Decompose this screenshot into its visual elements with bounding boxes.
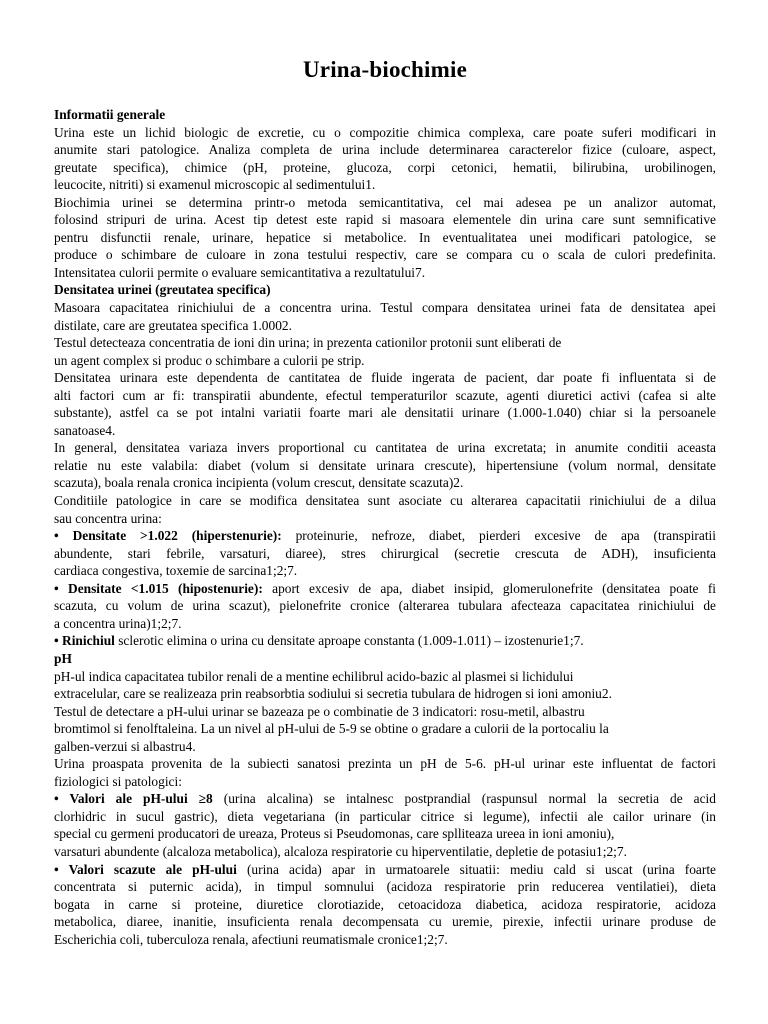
text-line xyxy=(54,896,716,914)
line-text: concentrata si puternic acida), in timpul somnului (acidoza respiratorie prin reducerea ventilatiei), dieta xyxy=(54,879,716,895)
text-line xyxy=(54,124,716,142)
text-line xyxy=(54,790,716,808)
text-line xyxy=(54,457,716,475)
text-line xyxy=(54,246,716,264)
line-text: Informatii generale xyxy=(54,107,166,122)
line-text: sclerotic elimina o urina cu densitate aproape constanta (1.009-1.011) – izostenurie1;7. xyxy=(114,633,584,649)
line-text: bromtimol si fenolftaleina. La un nivel al pH-ului de 5-9 se obtine o gradare a culorii de la portocaliu la xyxy=(54,721,609,737)
line-text: anumite stari patologice. Analiza completa de urina include determinarea caracterelor fizice (culoare, aspect, xyxy=(54,142,716,158)
text-line xyxy=(54,317,716,335)
text-line xyxy=(54,738,716,756)
line-text: fiziologici si patologici: xyxy=(54,773,182,789)
text-line xyxy=(54,299,716,317)
text-line xyxy=(54,211,716,229)
text-line xyxy=(54,878,716,896)
text-line xyxy=(54,141,716,159)
line-text: folosind stripuri de urina. Acest tip detest este rapid si masoara elementele din urina care sunt semnificative xyxy=(54,212,716,228)
line-text: special cu germeni producatori de ureaza, Proteus si Pseudomonas, care splliteaza ureea in ioni amoniu), xyxy=(54,826,615,842)
line-text: greutate specifica), chimice (pH, proteine, glucoza, corpi cetonici, hematii, bilirubina, urobilinogen, xyxy=(54,159,716,175)
text-line xyxy=(54,632,716,650)
text-line xyxy=(54,176,716,194)
line-text: distilate, care are greutatea specifica 1.0002. xyxy=(54,317,292,333)
text-line xyxy=(54,229,716,247)
text-line xyxy=(54,913,716,931)
section-heading xyxy=(54,281,716,299)
line-text: pentru disfunctii renale, urinare, hepatice si metabolice. In eventualitatea unei modificari patologice, se xyxy=(54,229,716,245)
line-text: clorhidric in sucul gastric), dieta vegetariana (in particular citrice si legume), infectii ale cailor urinare (in xyxy=(54,808,716,824)
text-line xyxy=(54,808,716,826)
text-line xyxy=(54,422,716,440)
text-line xyxy=(54,159,716,177)
line-text: un agent complex si produc o schimbare a culorii pe strip. xyxy=(54,352,365,368)
text-line xyxy=(54,194,716,212)
line-text: a concentra urina)1;2;7. xyxy=(54,615,182,631)
text-line xyxy=(54,843,716,861)
text-line xyxy=(54,931,716,949)
line-text: In general, densitatea variaza invers proportional cu cantitatea de urina excretata; in anumite conditii aceasta xyxy=(54,440,716,456)
line-text: Biochimia urinei se determina printr-o metoda semicantitativa, cel mai adesea pe un analizor automat, xyxy=(54,194,716,210)
text-line xyxy=(54,615,716,633)
line-text: Densitatea urinara este dependenta de cantitatea de fluide ingerata de pacient, dar poate fi influentata si de xyxy=(54,370,716,386)
line-text: leucocite, nitriti) si examenul microscopic al sedimentului1. xyxy=(54,177,376,193)
text-line xyxy=(54,264,716,282)
section-heading xyxy=(54,106,716,124)
text-line xyxy=(54,352,716,370)
text-line xyxy=(54,825,716,843)
text-line xyxy=(54,439,716,457)
line-text: Urina este un lichid biologic de excretie, cu o compozitie chimica complexa, care poate suferi modificari in xyxy=(54,124,716,140)
text-line xyxy=(54,668,716,686)
bold-lead: • Densitate >1.022 (hiperstenurie): xyxy=(54,528,282,544)
text-line xyxy=(54,597,716,615)
text-line xyxy=(54,580,716,598)
line-text: relatie nu este valabila: diabet (volum si densitate urinara crescute), hipertensiune (volum normal, densitate xyxy=(54,457,716,473)
line-text: proteinurie, nefroze, diabet, pierderi excesive de apa (transpiratii xyxy=(281,528,716,544)
bold-lead: • Valori scazute ale pH-ului xyxy=(54,861,237,877)
bold-lead: • Rinichiul xyxy=(54,633,115,649)
text-line xyxy=(54,773,716,791)
text-line xyxy=(54,685,716,703)
line-text: Testul detecteaza concentratia de ioni din urina; in prezenta cationilor protonii sunt eliberati de xyxy=(54,335,562,351)
section-heading xyxy=(54,650,716,668)
text-line xyxy=(54,527,716,545)
line-text: varsaturi abundente (alcaloza metabolica), alcaloza respiratorie cu hiperventilatie, depletie de potasiu1;2;7. xyxy=(54,843,627,859)
bold-lead: • Valori ale pH-ului ≥8 xyxy=(54,791,213,807)
text-line xyxy=(54,545,716,563)
text-line xyxy=(54,387,716,405)
line-text: extracelular, care se realizeaza prin reabsorbtia sodiului si secretia tubulara de hidrogen si ioni amoniu2. xyxy=(54,686,612,702)
bold-lead: • Densitate <1.015 (hipostenurie): xyxy=(54,580,263,596)
line-text: Masoara capacitatea rinichiului de a concentra urina. Testul compara densitatea urinei fata de densitatea apei xyxy=(54,300,716,316)
text-line xyxy=(54,474,716,492)
line-text: Urina proaspata provenita de la subiecti sanatosi prezinta un pH de 5-6. pH-ul urinar este influentat de factori xyxy=(54,756,716,772)
line-text: bogata in carne si proteine, diuretice clorotiazide, cetoacidoza diabetica, acidoza respiratorie, acidoza xyxy=(54,896,716,912)
text-line xyxy=(54,562,716,580)
line-text: Intensitatea culorii permite o evaluare semicantitativa a rezultatului7. xyxy=(54,264,426,280)
line-text: produce o schimbare de culoare in zona testului respectiv, care se compara cu o scala de culori predefinita. xyxy=(54,247,716,263)
line-text: (urina alcalina) se intalnesc postprandial (raspunsul normal la secretia de acid xyxy=(212,791,716,807)
line-text: substante), astfel ca se pot intalni variatii foarte mari ale densitatii urinare (1.000-1.040) chiar si la persoanele xyxy=(54,405,716,421)
line-text: Densitatea urinei (greutatea specifica) xyxy=(54,282,271,298)
text-line xyxy=(54,703,716,721)
line-text: scazuta), boala renala cronica incipienta (volum crescut, densitate scazuta)2. xyxy=(54,475,464,491)
line-text: pH-ul indica capacitatea tubilor renali de a mentine echilibrul acido-bazic al plasmei si lichidului xyxy=(54,668,574,684)
line-text: pH xyxy=(54,650,72,666)
line-text: Testul de detectare a pH-ului urinar se bazeaza pe o combinatie de 3 indicatori: rosu-metil, albastru xyxy=(54,703,585,719)
document-body xyxy=(54,106,716,948)
line-text: sau concentra urina: xyxy=(54,510,162,526)
line-text: scazuta, cu volum de urina scazut), pielonefrite cronice (alterarea tubulara afecteaza capacitatea rinichiului de xyxy=(54,598,716,614)
line-text: galben-verzui si albastru4. xyxy=(54,738,196,754)
line-text: sanatoase4. xyxy=(54,422,116,438)
text-line xyxy=(54,334,716,352)
line-text: metabolica, diaree, inanitie, insuficienta renala decompensata cu uremie, pirexie, infectii urinare produse de xyxy=(54,914,716,930)
line-text: cardiaca congestiva, toxemie de sarcina1;2;7. xyxy=(54,563,298,579)
text-line xyxy=(54,861,716,879)
text-line xyxy=(54,404,716,422)
line-text: alti factori cum ar fi: transpiratii abundente, efectul temperaturilor scazute, agenti diuretici activi (cafea si alte xyxy=(54,387,716,403)
line-text: aport excesiv de apa, diabet insipid, glomerulonefrite (densitatea poate fi xyxy=(262,580,717,596)
text-line xyxy=(54,510,716,528)
line-text: (urina acida) apar in urmatoarele situatii: mediu cald si uscat (urina foarte xyxy=(236,861,716,877)
line-text: Conditiile patologice in care se modifica densitatea sunt asociate cu alterarea capacitatii rinichiului de a dilua xyxy=(54,493,716,509)
text-line xyxy=(54,720,716,738)
line-text: Escherichia coli, tuberculoza renala, afectiuni reumatismale cronice1;2;7. xyxy=(54,931,448,947)
text-line xyxy=(54,492,716,510)
text-line xyxy=(54,755,716,773)
document-title: Urina-biochimie xyxy=(303,57,467,82)
line-text: abundente, stari febrile, varsaturi, diaree), stres chirurgical (secretie crescuta de ADH), insuficienta xyxy=(54,545,716,561)
text-line xyxy=(54,369,716,387)
